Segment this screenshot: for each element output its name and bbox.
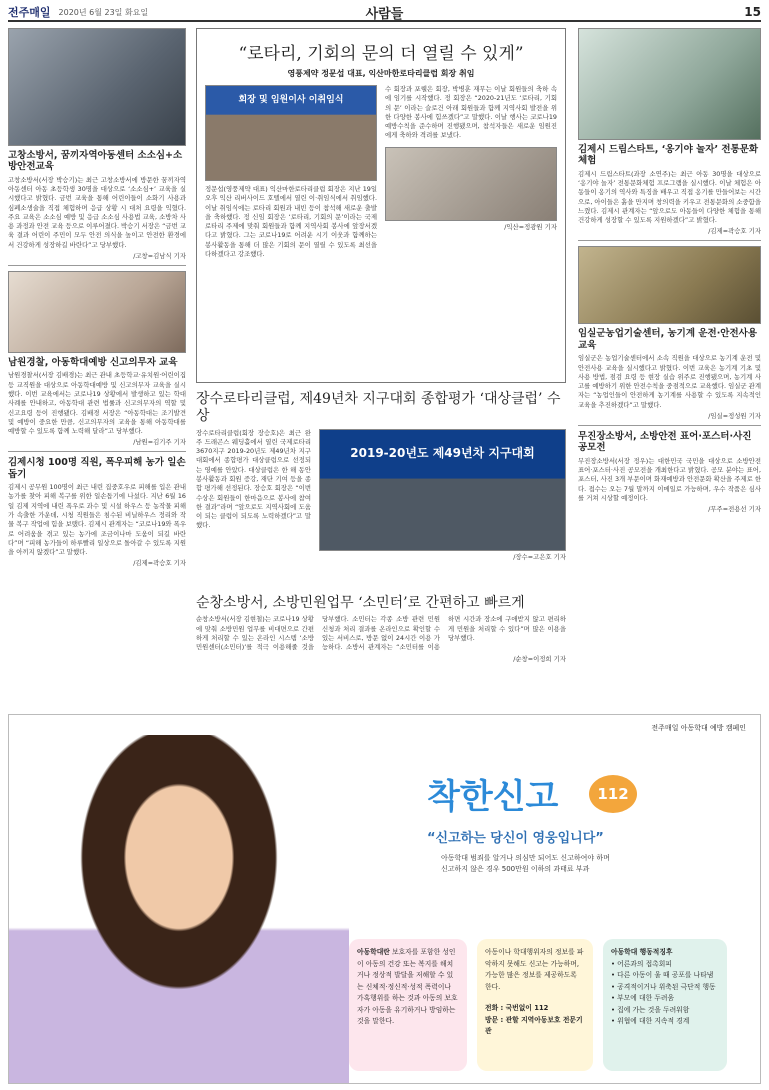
page-header [8,4,761,22]
article-byline: /임실=정성원 기자 [708,411,761,420]
divider [8,451,186,452]
emergency-number-badge: 112 [589,775,637,813]
article-photo [385,147,557,221]
article-body: 수 회장과 포웰은 회장, 박병훈 재무는 이날 회원들의 축하 속에 임기를 시작했다. 정 회장은 “2020-21년도 ‘로타리, 기회의 문’ 이라는 슬로건 아래 회원들과 함께 지역사회 발전을 위한 다양한 봉사에 힘쓰겠다”고 말했다. 이날 행사는 코로나19 예방수칙을 준수하며 진행됐으며, 참석자들은 새로운 임원진에게 축하와 격려를 보냈다. [385,85,557,140]
article-headline: 장수로타리클럽, 제49년차 지구대회 종합평가 ‘대상클럽’ 수상 [196,391,561,424]
signs-card [603,939,727,1071]
campaign-logo-text: 착한신고 [427,777,559,817]
article-body: 정문섭(영풍제약 대표) 익산마한로타리클럽 회장은 지난 19일 오후 익산 리버사이드 호텔에서 열린 이·취임식에서 취임했다. 이날 취임식에는 로타리 회원과 내빈 등이 참석해 새로운 출발을 축하했다. 정 신임 회장은 ‘로타리, 기회의 문’이라는 국제로타리 주제에 맞춰 회원들과 함께 지역사회 봉사에 앞장서겠다고 밝혔다. 그는 코로나19로 어려운 시기 이웃과 함께하는 봉사활동을 통해 더 많은 기회의 문이 열릴 수 있도록 최선을 다하겠다고 강조했다. [205,185,377,258]
feature-columns [205,85,557,259]
issue-date: 2020년 6월 23일 화요일 [58,7,149,17]
article-photo [578,246,761,324]
article-headline: 남원경찰, 아동학대예방 신고의무자 교육 [8,357,178,369]
article-headline: 순창소방서, 소방민원업무 ‘소민터’로 간편하고 빠르게 [196,594,525,611]
article-byline: /고창=김남식 기자 [133,252,186,261]
ceremony-photo [319,429,566,551]
article-headline: 김제시청 100명 직원, 폭우피해 농가 일손돕기 [8,457,186,480]
card-title: 아동학대 행동적징후 [611,948,673,956]
article-byline: /장수=고은호 기자 [513,552,566,561]
article-photo [8,271,186,353]
article-byline: /남원=김기주 기자 [133,438,186,447]
phone-info: 전화 : 국번없이 112 [485,1004,549,1013]
article-body: 무진장소방서(서장 정우)는 대한민국 국민을 대상으로 소방안전 표어·포스터·사진 공모전을 개최한다고 밝혔다. 공모 분야는 표어, 포스터, 사진 3개 부문이며 화재예방과 안전문화 확산을 주제로 한다. 접수는 오는 7월 말까지 이메일로 가능하며, 우수 작품은 심사를 거쳐 시상할 예정이다. [578,456,761,502]
description-line: 신고하지 않은 경우 500만원 이하의 과태료 부과 [441,865,590,874]
article-headline: 김제시 드림스타트, ‘옹기야 놀자’ 전통문화체험 [578,144,759,167]
campaign-description [441,853,610,875]
card-title: 아동학대란 [357,948,390,956]
article-byline: /순창=이정희 기자 [513,654,566,663]
signs-list [611,959,719,1028]
divider [578,425,761,426]
feature-headline: “로타리, 기회의 문의 더 열릴 수 있게” [238,44,524,64]
article-body: 고창소방서(서장 박승기)는 최근 고창소방서에 방문한 꿈끼자역아동센터 아동 초등학생 30명을 대상으로 ‘소소심+’ 교육을 실시했다고 밝혔다. 금번 교육을 통해 어린이들이 소화기 사용과 심폐소생술을 직접 체험하며 응급 상황 시 대처 요령을 익혔다. 주요 교육은 소소심 예방 및 응급 소소심 사용법 교육, 소방차 사용 과정과 안전 교육 등으로 이루어졌다. 박승기 서장은 “금번 교육 결과 어린이 주민이 모두 안전 의식을 높이고 안전한 환경에서 건강하게 성장하길 바란다”고 당부했다. [8,175,186,249]
article-headline: 고창소방서, 꿈끼자역아동센터 소소심+소방안전교육 [8,150,183,173]
ceremony-photo [205,85,377,181]
article-photo [8,28,186,146]
left-column [8,28,186,567]
definition-card [349,939,467,1071]
article-body: 순창소방서(서장 김현철)는 코로나19 상황에 맞춰 소방민원 업무를 비대면으로 간편하게 처리할 수 있는 온라인 시스템 ‘소방민원센터(소민터)’를 적극 이용해줄 것을 당부했다. 소민터는 각종 소방 관련 민원 신청과 처리 결과를 온라인으로 확인할 수 있는 서비스로, 방문 없이 24시간 이용 가능하다. 소방서 관계자는 “소민터를 이용하면 시간과 장소에 구애받지 않고 편리하게 민원을 처리할 수 있다”며 많은 이용을 당부했다. [196,615,566,652]
info-cards [349,939,727,1071]
article-byline: /익산=정광원 기자 [504,222,557,231]
divider [8,265,186,266]
article-headline: 임실군농업기술센터, 농기계 운전·안전사용 교육 [578,328,758,351]
photo-banner-text: 회장 및 임원이사 이취임식 [238,95,344,105]
article-byline: /무주=전용선 기자 [708,505,761,514]
article-byline: /김제=곽승호 기자 [708,227,761,236]
divider [578,240,761,241]
visit-info: 방문 : 관할 지역아동보호 전문기관 [485,1015,583,1036]
article-body: 장수로타리클럽(회장 장승호)은 최근 완주 드래곤스 웨딩홀에서 열린 국제로타리 3670지구 2019-20년도 제49년차 지구대회에서 종합평가 대상클럽으로 선정되는 영예를 안았다. 대상클럽은 한 해 동안 봉사활동과 회원 증강, 재단 기여 등을 종합 평가해 선정된다. 장승호 회장은 “이번 수상은 회원들이 한마음으로 봉사에 참여한 결과”라며 “앞으로도 지역사회에 도움이 되는 클럽이 되도록 노력하겠다”고 말했다. [196,428,311,530]
article-columns [196,429,566,589]
description-line: 아동학대 범죄를 알거나 의심만 되어도 신고하여야 하며 [441,854,610,862]
campaign-illustration [9,735,349,1084]
article-body: 남원경찰서(서장 김배경)는 최근 관내 초등학교·유치원·어린이집 등 교직원을 대상으로 아동학대예방 및 신고의무자 교육을 실시했다. 이번 교육에서는 코로나19 상황에서 발생하고 있는 학대 사례를 안내하고, 아동학대 관련 법률과 신고의무자의 역할 및 신고요령 등이 진행됐다. 김배경 서장은 “아동학대는 조기발견 및 예방이 중요한 만큼, 신고의무자의 교육을 통해 아동학대를 예방할 수 있도록 함께 노력해 달라”고 당부했다. [8,371,186,436]
article-headline: 무진장소방서, 소방안전 표어·포스터·사진 공모전 [578,430,752,454]
article-body: 김제시 드림스타트(과장 소연주)는 최근 아동 30명을 대상으로 ‘옹기야 놀자’ 전통문화체험 프로그램을 실시했다. 이날 체험은 아동들이 옹기의 역사와 특징을 배우고 직접 옹기를 만들어보는 시간으로, 아이들은 흙을 만지며 창의력을 키우고 전통문화의 소중함을 느꼈다. 김제시 관계자는 “앞으로도 아동들이 다양한 체험을 통해 건강하게 성장할 수 있도록 지원하겠다”고 밝혔다. [578,169,761,225]
photo-banner-text: 2019-20년도 제49년차 지구대회 [350,445,535,460]
article-body: 김제시 공무원 100명이 최근 내린 집중호우로 피해를 입은 관내 농가를 찾아 피해 복구를 위한 일손돕기에 나섰다. 지난 6월 16일 김제 지역에 내린 폭우로 과수 및 시설 하우스 등 농작물 피해가 속출한 가운데, 시청 직원들은 침수된 비닐하우스 정리와 작물 복구 작업에 힘을 보탰다. 김제시 관계자는 “코로나19와 폭우로 어려움을 겪고 있는 농가에 조금이나마 도움이 되길 바란다”며 “피해 농가들이 하루빨리 일상으로 돌아갈 수 있도록 지원을 아끼지 않겠다”고 말했다. [8,483,186,557]
newspaper-name: 전주매일 [8,6,51,19]
section-title: 사람들 [365,6,404,22]
card-body: 보호자를 포함한 성인이 아동의 건강 또는 복지를 해치거나 정상적 발달을 저해할 수 있는 신체적·정신적·성적 폭력이나 가혹행위를 하는 것과 아동의 보호자가 아동을 유기하거나 방임하는 것을 말한다. [357,948,458,1026]
campaign-label: 전주매일 아동학대 예방 캠페인 [651,724,746,732]
card-body: 아동이나 학대행위자의 정보를 파악하지 못해도 신고는 가능하며, 가능한 많은 정보를 제공하도록 한다. [485,948,584,991]
middle-column [196,28,566,663]
article-byline: /김제=곽승호 기자 [133,559,186,568]
list-item: • 집에 가는 것을 두려워함 [611,1005,690,1014]
page-number: 15 [744,5,761,19]
list-item: • 다른 아동이 울 때 공포를 나타냄 [611,971,714,980]
campaign-slogan: “신고하는 당신이 영웅입니다” [427,831,604,846]
list-item: • 공격적이거나 위축된 극단적 행동 [611,982,716,991]
child-abuse-campaign-ad [8,714,761,1084]
article-body: 임실군은 농업기술센터에서 소속 직원을 대상으로 농기계 운전 및 안전사용 교육을 실시했다고 밝혔다. 이번 교육은 농기계 기초 및 사용 방법, 점검 요령 등 현장 실습 위주로 진행됐으며, 농기계 사고를 예방하기 위한 안전수칙을 중점적으로 교육했다. 임실군 관계자는 “농업인들이 안전하게 농기계를 사용할 수 있도록 지속적인 교육을 추진하겠다”고 말했다. [578,354,761,409]
list-item: • 부모에 대한 두려움 [611,994,675,1003]
list-item: • 어른과의 접촉회피 [611,959,672,968]
article-photo [578,28,761,140]
feature-subheadline: 영풍제약 정문섭 대표, 익산마한로타리클럽 회장 취임 [287,69,475,78]
feature-box [196,28,566,383]
reporting-card [477,939,593,1071]
list-item: • 위협에 대한 지속적 경계 [611,1017,690,1026]
right-column [578,28,761,513]
